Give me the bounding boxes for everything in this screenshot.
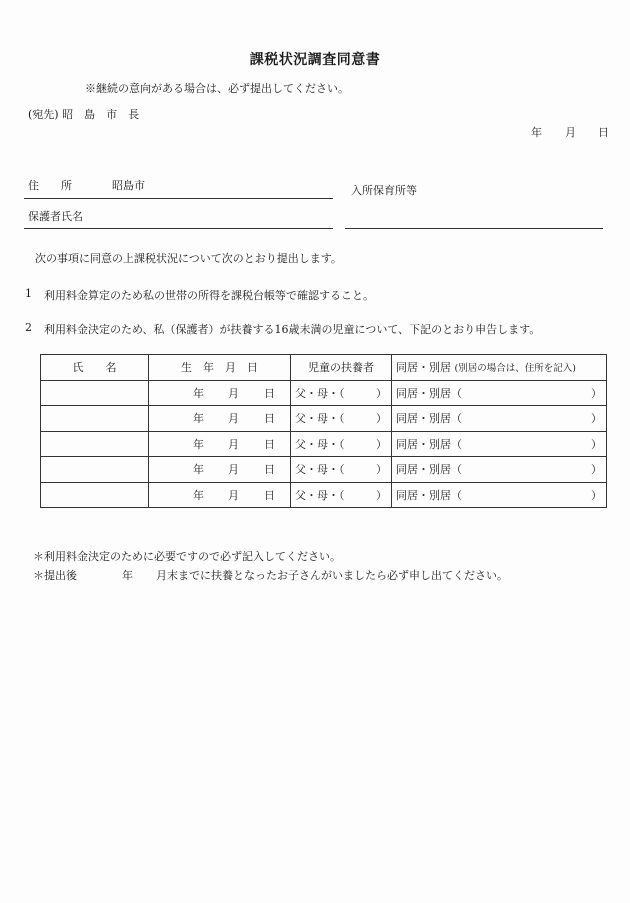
birth-month-label: 月: [228, 412, 239, 426]
child-name-cell[interactable]: [41, 457, 149, 483]
close-paren: ）: [591, 488, 602, 502]
birth-month-label: 月: [228, 488, 239, 502]
birth-day-label: 日: [264, 386, 275, 400]
header-supporter: 児童の扶養者: [291, 355, 392, 381]
residence-options: 同居・別居（: [396, 412, 462, 426]
supporter-cell[interactable]: [291, 431, 392, 457]
birth-day-label: 日: [264, 437, 275, 451]
residence-cell[interactable]: [392, 406, 607, 432]
footnote-year-label: 年: [122, 569, 133, 582]
supporter-options: 父・母・（: [295, 463, 345, 477]
footnote-required: ＊利用料金決定のために必要ですので必ず記入してください。: [33, 550, 341, 563]
birth-day-label: 日: [264, 488, 275, 502]
birth-month-label: 月: [228, 386, 239, 400]
supporter-cell[interactable]: [291, 406, 392, 432]
birth-year-label: 年: [193, 437, 204, 451]
birthdate-cell[interactable]: [149, 457, 291, 483]
document-title: 課税状況調査同意書: [249, 52, 381, 68]
table-row: [41, 482, 607, 508]
child-name-cell[interactable]: [41, 380, 149, 406]
supporter-cell[interactable]: [291, 380, 392, 406]
table-row: [41, 431, 607, 457]
birthdate-cell[interactable]: [149, 380, 291, 406]
supporter-cell[interactable]: [291, 482, 392, 508]
supporter-options: 父・母・（: [295, 412, 345, 426]
birthdate-cell[interactable]: [149, 431, 291, 457]
birth-year-label: 年: [193, 412, 204, 426]
supporter-options: 父・母・（: [295, 437, 345, 451]
child-name-cell[interactable]: [41, 482, 149, 508]
birth-day-label: 日: [264, 412, 275, 426]
continue-note: ※継続の意向がある場合は、必ず提出してください。: [85, 82, 349, 95]
birthdate-cell[interactable]: [149, 482, 291, 508]
residence-options: 同居・別居（: [396, 463, 462, 477]
close-paren: ）: [591, 463, 602, 477]
residence-cell[interactable]: [392, 482, 607, 508]
facility-label: 入所保育所等: [351, 184, 417, 197]
header-residence-label: 同居・別居: [396, 361, 451, 375]
address-underline: [24, 198, 333, 199]
item-2-number: 2: [25, 321, 32, 334]
supporter-cell[interactable]: [291, 457, 392, 483]
address-label: 住 所: [28, 179, 72, 192]
header-birthdate: 生 年 月 日: [149, 355, 291, 381]
birth-year-label: 年: [193, 463, 204, 477]
guardian-name-label: 保護者氏名: [28, 210, 83, 223]
close-paren: ）: [376, 488, 387, 502]
birthdate-cell[interactable]: [149, 406, 291, 432]
residence-options: 同居・別居（: [396, 488, 462, 502]
table-header-row: [41, 355, 607, 381]
date-year-label: 年: [531, 126, 542, 139]
dependents-table: [40, 354, 607, 508]
residence-options: 同居・別居（: [396, 437, 462, 451]
close-paren: ）: [376, 463, 387, 477]
birth-month-label: 月: [228, 437, 239, 451]
child-name-cell[interactable]: [41, 431, 149, 457]
birth-day-label: 日: [264, 463, 275, 477]
close-paren: ）: [376, 412, 387, 426]
table-row: [41, 380, 607, 406]
header-name: 氏 名: [41, 355, 149, 381]
residence-cell[interactable]: [392, 457, 607, 483]
close-paren: ）: [376, 437, 387, 451]
footnote-after-submit-prefix: ＊提出後: [33, 569, 77, 582]
close-paren: ）: [591, 412, 602, 426]
residence-cell[interactable]: [392, 380, 607, 406]
facility-underline: [345, 228, 603, 229]
close-paren: ）: [591, 437, 602, 451]
table-row: [41, 406, 607, 432]
address-value[interactable]: 昭島市: [112, 179, 145, 192]
close-paren: ）: [376, 386, 387, 400]
footnote-after-submit-text: 月末までに扶養となったお子さんがいましたら必ず申し出てください。: [156, 569, 508, 582]
child-name-cell[interactable]: [41, 406, 149, 432]
table-row: [41, 457, 607, 483]
header-residence-note: (別居の場合は、住所を記入): [454, 363, 576, 375]
guardian-name-underline: [24, 228, 333, 229]
item-1-text: 利用料金算定のため私の世帯の所得を課税台帳等で確認すること。: [44, 289, 374, 302]
header-residence: [392, 355, 607, 381]
item-2-text: 利用料金決定のため、私（保護者）が扶養する16歳未満の児童について、下記のとおり申告します。: [44, 323, 541, 336]
addressee: (宛先) 昭 島 市 長: [28, 108, 140, 121]
date-day-label: 日: [598, 126, 609, 139]
item-1-number: 1: [25, 287, 32, 300]
birth-month-label: 月: [228, 463, 239, 477]
residence-cell[interactable]: [392, 431, 607, 457]
supporter-options: 父・母・（: [295, 386, 345, 400]
residence-options: 同居・別居（: [396, 386, 462, 400]
intro-text: 次の事項に同意の上課税状況について次のとおり提出します。: [35, 252, 342, 265]
birth-year-label: 年: [193, 488, 204, 502]
birth-year-label: 年: [193, 386, 204, 400]
close-paren: ）: [591, 386, 602, 400]
supporter-options: 父・母・（: [295, 488, 345, 502]
date-month-label: 月: [565, 126, 576, 139]
